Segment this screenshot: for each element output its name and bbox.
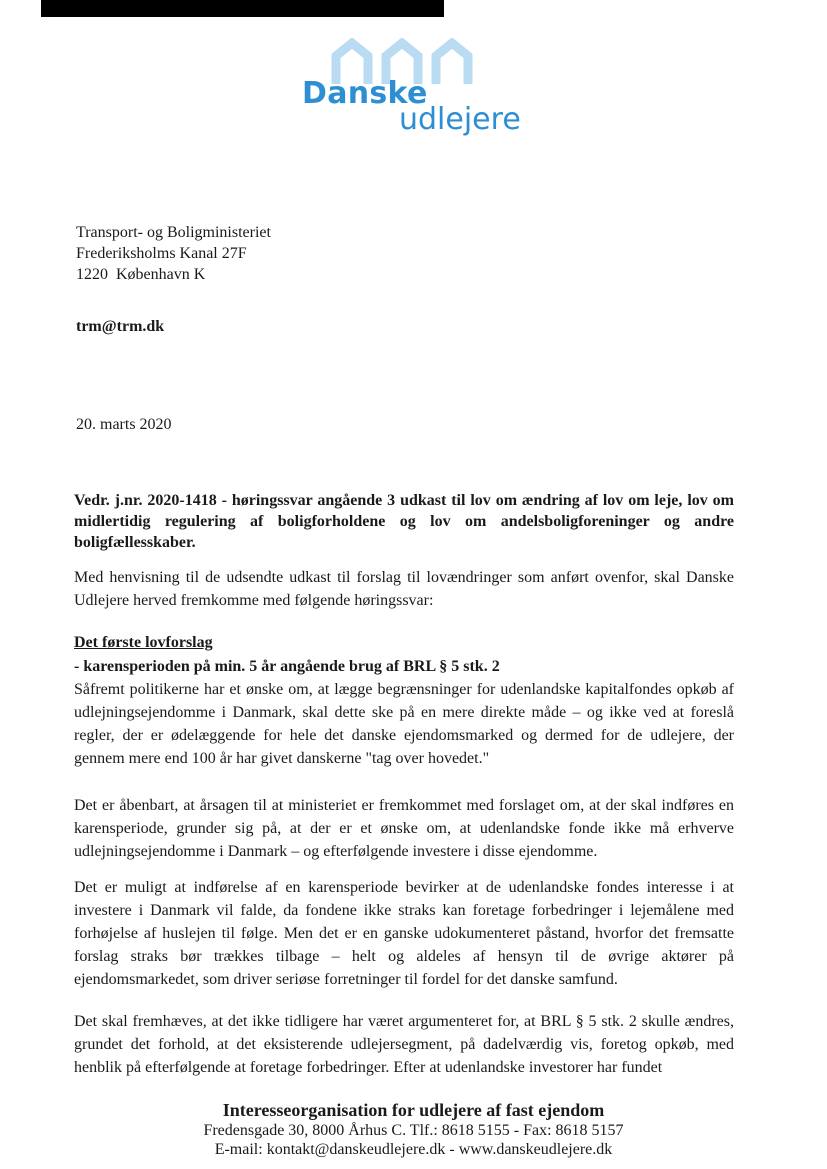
footer-address: Fredensgade 30, 8000 Århus C. Tlf.: 8618 5155 - Fax: 8618 5157	[203, 1122, 624, 1139]
recipient-city: 1220 København K	[76, 266, 206, 283]
body-paragraph-2: Det er åbenbart, at årsagen til at ministeriet er fremkommet med forslaget om, at der skal indføres en karensperiode, grunder sig på, at der er et ønske om, at udenlandske fonde ikke må erhverve udlejningsejendomme i Danmark – og efterfølgende investere i disse ejendomme.	[74, 797, 734, 860]
recipient-email: trm@trm.dk	[76, 318, 165, 335]
section-subheading: - karensperioden på min. 5 år angående brug af BRL § 5 stk. 2	[74, 658, 500, 675]
body-paragraph-4: Det skal fremhæves, at det ikke tidligere har været argumenteret for, at BRL § 5 stk. 2 skulle ændres, grundet det forhold, at det eksisterende udlejersegment, på dadelværdig vis, foretog opkøb, med henblik på efterfølgende at foretage forbedringer. Efter at udenlandske investorer har fundet	[74, 1013, 734, 1076]
danske-udlejere-logo	[300, 34, 540, 144]
section-heading: Det første lovforslag	[74, 634, 213, 651]
logo-text-udlejere: udlejere	[399, 102, 521, 137]
recipient-street: Frederiksholms Kanal 27F	[76, 245, 247, 262]
recipient-address	[76, 222, 271, 285]
body-paragraph-1: Såfremt politikerne har et ønske om, at lægge begrænsninger for udenlandske kapitalfondes opkøb af udlejningsejendomme i Danmark, skal dette ske på en mere direkte måde – og ikke ved at foreslå regler, der er ødelæggende for hele det danske ejendomsmarked og dermed for de udlejere, der gennem mere end 100 år har givet danskerne "tag over hovedet."	[74, 681, 734, 767]
footer-contact: E-mail: kontakt@danskeudlejere.dk - www.danskeudlejere.dk	[214, 1141, 613, 1158]
redaction-bar	[41, 0, 444, 17]
body-paragraph-3: Det er muligt at indførelse af en karensperiode bevirker at de udenlandske fondes interesse i at investere i Danmark vil falde, da fondene ikke straks kan foretage forbedringer i lejemålene med forhøjelse af huslejen til følge. Men det er en ganske udokumenteret påstand, hvorfor det fremsatte forslag straks bør trækkes tilbage – helt og aldeles af hensyn til de øvrige aktører på ejendomsmarkedet, som driver seriøse forretninger til fordel for det danske samfund.	[74, 879, 734, 988]
letter-subject: Vedr. j.nr. 2020-1418 - høringssvar angående 3 udkast til lov om ændring af lov om leje, lov om midlertidig regulering af boligforholdene og lov om andelsboligforeninger og andre boligfællesskaber.	[74, 492, 734, 551]
letter-date: 20. marts 2020	[76, 416, 172, 433]
logo-text-danske: Danske	[302, 76, 428, 111]
footer-title: Interesseorganisation for udlejere af fast ejendom	[222, 1100, 605, 1120]
recipient-name: Transport- og Boligministeriet	[76, 224, 271, 241]
intro-paragraph: Med henvisning til de udsendte udkast til forslag til lovændringer som anført ovenfor, skal Danske Udlejere herved fremkomme med følgende høringssvar:	[74, 569, 734, 609]
